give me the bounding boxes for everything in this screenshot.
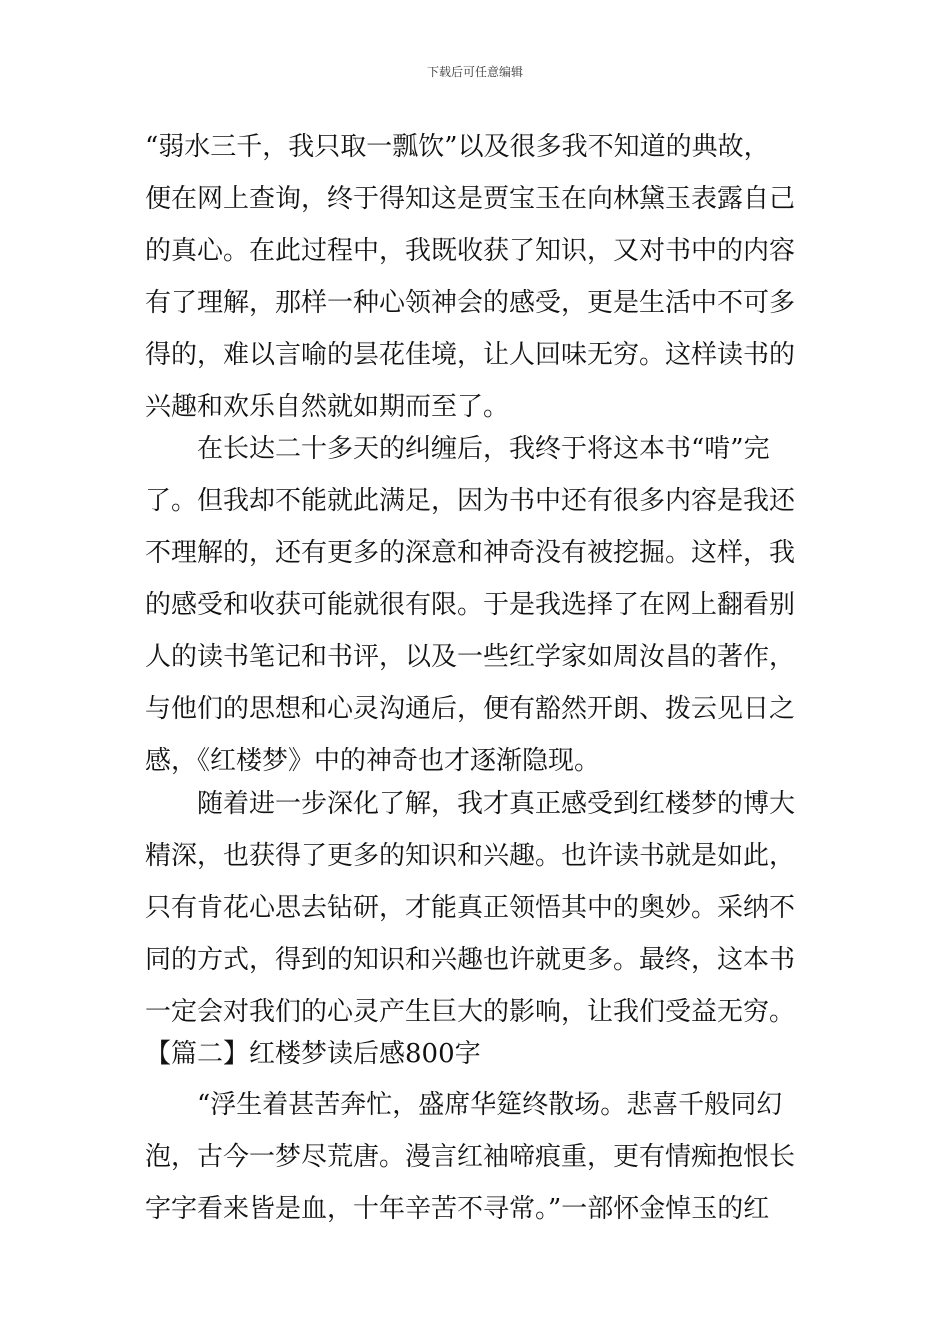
text-line: 人的读书笔记和书评，以及一些红学家如周汝昌的著作，	[145, 642, 796, 672]
text-line: 泡，古今一梦尽荒唐。漫言红袖啼痕重，更有情痴抱恨长	[145, 1142, 796, 1172]
text-line: 感，《红楼梦》中的神奇也才逐渐隐现。	[145, 746, 601, 776]
text-line: 的感受和收获可能就很有限。于是我选择了在网上翻看别	[145, 590, 796, 620]
text-line: 随着进一步深化了解，我才真正感受到红楼梦的博大	[145, 789, 796, 819]
text-line: 兴趣和欢乐自然就如期而至了。	[145, 392, 510, 422]
text-line: 只有肯花心思去钻研，才能真正领悟其中的奥妙。采纳不	[145, 893, 796, 923]
text-line: 字字看来皆是血，十年辛苦不寻常。”一部怀金悼玉的红	[145, 1194, 770, 1224]
text-line: 与他们的思想和心灵沟通后，便有豁然开朗、拨云见日之	[145, 694, 796, 724]
text-line: 一定会对我们的心灵产生巨大的影响，让我们受益无穷。	[145, 997, 796, 1027]
section-heading: 【篇二】红楼梦读后感800字	[145, 1039, 481, 1069]
text-line: 了。但我却不能就此满足，因为书中还有很多内容是我还	[145, 486, 796, 516]
text-line: 的真心。在此过程中，我既收获了知识，又对书中的内容	[145, 236, 796, 266]
text-line: 精深，也获得了更多的知识和兴趣。也许读书就是如此，	[145, 841, 796, 871]
text-line: 同的方式，得到的知识和兴趣也许就更多。最终，这本书	[145, 945, 796, 975]
page-header: 下载后可任意编辑	[426, 65, 523, 79]
text-line: 得的，难以言喻的昙花佳境，让人回味无穷。这样读书的	[145, 340, 796, 370]
text-line: 不理解的，还有更多的深意和神奇没有被挖掘。这样，我	[145, 538, 796, 568]
text-line: 在长达二十多天的纠缠后，我终于将这本书“啃”完	[145, 434, 770, 464]
text-line: 有了理解，那样一种心领神会的感受，更是生活中不可多	[145, 288, 796, 318]
text-line: “弱水三千，我只取一瓢饮”以及很多我不知道的典故，	[145, 132, 770, 162]
text-line: “浮生着甚苦奔忙，盛席华筵终散场。悲喜千般同幻	[145, 1090, 783, 1120]
text-line: 便在网上查询，终于得知这是贾宝玉在向林黛玉表露自己	[145, 184, 796, 214]
